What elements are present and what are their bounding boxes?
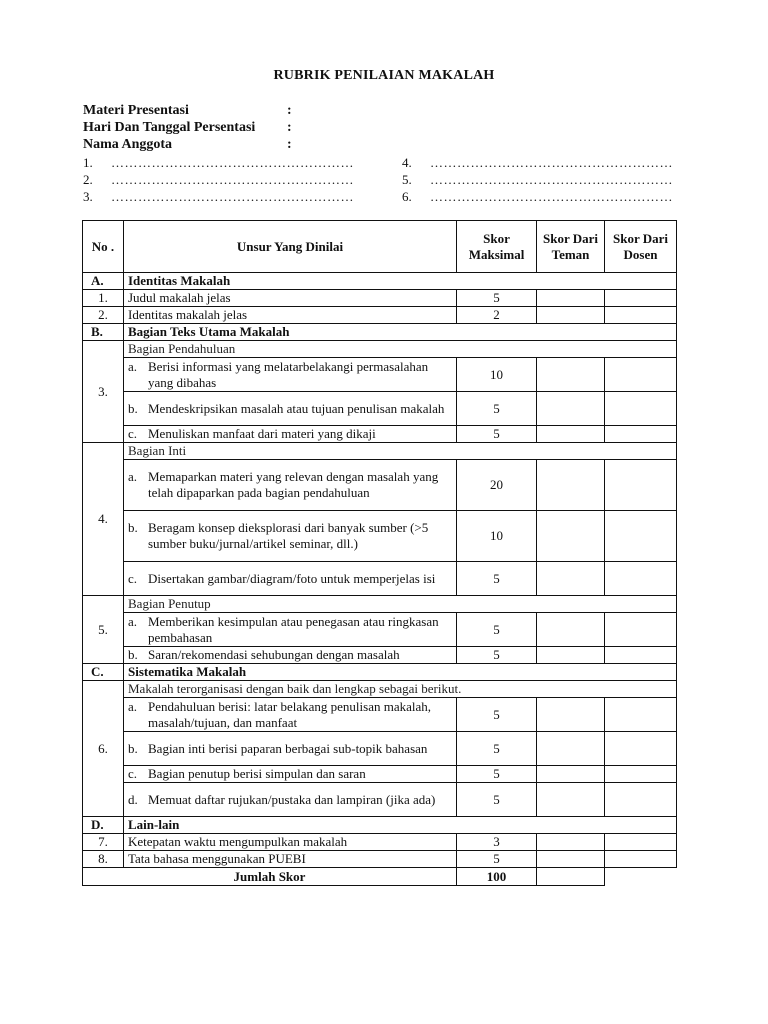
member-blank: ……………………………………………… [111,189,354,204]
item-text: Saran/rekomendasi sehubungan dengan masalah [148,647,400,662]
member-line-2 [83,171,354,189]
lecturer-score-cell[interactable] [605,358,677,392]
row-number: 6. [83,681,124,817]
max-score: 10 [457,511,537,562]
header-no: No . [83,221,124,273]
lecturer-score-cell[interactable] [605,307,677,324]
row-number: 5. [83,596,124,664]
peer-score-cell[interactable] [537,511,605,562]
item-text: Mendeskripsikan masalah atau tujuan penulisan makalah [148,400,445,416]
criteria-item [124,698,457,732]
item-letter: b. [128,520,138,535]
max-score: 5 [457,851,537,868]
meta-label: Hari Dan Tanggal Persentasi [83,120,256,135]
section-title: Lain-lain [124,817,677,834]
total-row [83,868,677,886]
section-row-d [83,817,677,834]
criteria-item [124,562,457,596]
item-letter: b. [128,400,138,416]
table-row [83,307,677,324]
criteria-text: Tata bahasa menggunakan PUEBI [124,851,457,868]
max-score: 5 [457,783,537,817]
member-blank: ……………………………………………… [430,189,673,204]
member-line-6 [402,188,673,206]
criteria-item [124,392,457,426]
header-skor-maksimal: Skor Maksimal [457,221,537,273]
row-number: 1. [83,290,124,307]
criteria-item [124,647,457,664]
lecturer-score-cell[interactable] [605,290,677,307]
table-row [83,732,677,766]
lecturer-score-cell[interactable] [605,783,677,817]
item-text: Bagian inti berisi paparan berbagai sub-topik bahasan [148,740,428,756]
member-blank: ……………………………………………… [111,155,354,170]
criteria-item [124,766,457,783]
max-score: 5 [457,698,537,732]
lecturer-score-cell[interactable] [605,698,677,732]
item-letter: b. [128,647,138,662]
member-blank: ……………………………………………… [430,172,673,187]
member-line-3 [83,188,354,206]
member-line-1 [83,154,354,172]
peer-score-cell[interactable] [537,358,605,392]
item-letter: a. [128,613,138,629]
lecturer-score-cell[interactable] [605,851,677,868]
item-text: Memuat daftar rujukan/pustaka dan lampiran (jika ada) [148,791,436,807]
max-score: 5 [457,392,537,426]
table-row [83,341,677,358]
section-label: D. [83,817,124,834]
max-score: 20 [457,460,537,511]
criteria-item [124,358,457,392]
table-row [83,681,677,698]
peer-score-cell[interactable] [537,460,605,511]
meta-nama-anggota [83,136,292,153]
lecturer-score-cell[interactable] [605,613,677,647]
item-text: Menuliskan manfaat dari materi yang dikaji [148,426,376,441]
peer-score-cell[interactable] [537,290,605,307]
lecturer-score-cell[interactable] [605,562,677,596]
row-number: 7. [83,834,124,851]
peer-score-cell[interactable] [537,783,605,817]
table-header-row [83,221,677,273]
criteria-item [124,783,457,817]
max-score: 5 [457,426,537,443]
section-title: Bagian Teks Utama Makalah [124,324,677,341]
subsection-heading: Makalah terorganisasi dengan baik dan lengkap sebagai berikut. [124,681,677,698]
peer-score-cell[interactable] [537,392,605,426]
item-text: Beragam konsep dieksplorasi dari banyak sumber (>5 sumber buku/jurnal/artikel seminar, dll.) [148,520,429,551]
row-number: 2. [83,307,124,324]
lecturer-score-cell[interactable] [605,766,677,783]
criteria-text: Identitas makalah jelas [124,307,457,324]
table-row [83,460,677,511]
member-blank: ……………………………………………… [430,155,673,170]
member-line-5 [402,171,673,189]
table-row [83,851,677,868]
max-score: 5 [457,732,537,766]
meta-colon: : [287,103,292,118]
item-letter: b. [128,740,138,756]
lecturer-score-cell[interactable] [605,392,677,426]
header-skor-teman: Skor Dari Teman [537,221,605,273]
total-score: 100 [457,868,537,886]
table-row [83,290,677,307]
meta-colon: : [287,120,292,135]
section-label: C. [83,664,124,681]
peer-score-cell[interactable] [537,766,605,783]
section-title: Sistematika Makalah [124,664,677,681]
meta-materi [83,102,292,119]
max-score: 5 [457,647,537,664]
item-text: Memberikan kesimpulan atau penegasan atau ringkasan pembahasan [148,613,439,645]
member-number: 5. [402,172,412,187]
max-score: 5 [457,613,537,647]
item-letter: a. [128,698,138,714]
max-score: 5 [457,290,537,307]
table-row [83,834,677,851]
meta-hari-tanggal [83,119,292,136]
section-title: Identitas Makalah [124,273,677,290]
member-number: 6. [402,189,412,204]
item-letter: a. [128,469,138,484]
lecturer-score-cell[interactable] [605,426,677,443]
table-row [83,766,677,783]
lecturer-score-cell[interactable] [605,834,677,851]
max-score: 5 [457,766,537,783]
lecturer-score-cell[interactable] [605,460,677,511]
item-letter: d. [128,791,138,807]
table-row [83,562,677,596]
max-score: 2 [457,307,537,324]
member-number: 1. [83,155,93,170]
criteria-text: Ketepatan waktu mengumpulkan makalah [124,834,457,851]
document-title: RUBRIK PENILAIAN MAKALAH [273,68,495,83]
item-letter: a. [128,358,138,374]
item-letter: c. [128,426,138,441]
rubric-table [82,220,677,886]
row-number: 8. [83,851,124,868]
row-number: 3. [83,341,124,443]
section-label: A. [83,273,124,290]
subsection-heading: Bagian Penutup [124,596,677,613]
table-row [83,358,677,392]
item-text: Pendahuluan berisi: latar belakang penulisan makalah, masalah/tujuan, dan manfaat [148,698,432,730]
lecturer-score-cell[interactable] [605,647,677,664]
table-row [83,783,677,817]
member-number: 3. [83,189,93,204]
table-row [83,698,677,732]
table-row [83,392,677,426]
item-text: Memaparkan materi yang relevan dengan masalah yang telah dipaparkan pada bagian pendahuluan [148,469,439,500]
row-number: 4. [83,443,124,596]
item-letter: c. [128,570,138,586]
table-row [83,613,677,647]
criteria-item [124,511,457,562]
member-blank: ……………………………………………… [111,172,354,187]
table-row [83,443,677,460]
subsection-heading: Bagian Pendahuluan [124,341,677,358]
total-lecturer-cell [605,868,677,886]
criteria-item [124,426,457,443]
header-unsur: Unsur Yang Dinilai [124,221,457,273]
member-number: 4. [402,155,412,170]
section-row-c [83,664,677,681]
item-text: Bagian penutup berisi simpulan dan saran [148,766,366,781]
meta-label: Nama Anggota [83,137,173,152]
table-row [83,426,677,443]
total-peer-cell[interactable] [537,868,605,886]
member-number: 2. [83,172,93,187]
peer-score-cell[interactable] [537,851,605,868]
peer-score-cell[interactable] [537,647,605,664]
member-line-4 [402,154,673,172]
section-row-b [83,324,677,341]
item-letter: c. [128,766,138,781]
peer-score-cell[interactable] [537,698,605,732]
item-text: Berisi informasi yang melatarbelakangi permasalahan yang dibahas [148,358,429,390]
criteria-item [124,460,457,511]
section-label: B. [83,324,124,341]
subsection-heading: Bagian Inti [124,443,677,460]
meta-block [83,102,292,153]
meta-label: Materi Presentasi [83,103,189,118]
peer-score-cell[interactable] [537,732,605,766]
criteria-item [124,613,457,647]
table-row [83,647,677,664]
max-score: 10 [457,358,537,392]
lecturer-score-cell[interactable] [605,732,677,766]
peer-score-cell[interactable] [537,562,605,596]
lecturer-score-cell[interactable] [605,511,677,562]
meta-colon: : [287,137,292,152]
max-score: 3 [457,834,537,851]
peer-score-cell[interactable] [537,834,605,851]
criteria-item [124,732,457,766]
peer-score-cell[interactable] [537,426,605,443]
peer-score-cell[interactable] [537,307,605,324]
total-label: Jumlah Skor [83,868,457,886]
section-row-a [83,273,677,290]
criteria-text: Judul makalah jelas [124,290,457,307]
table-row [83,596,677,613]
peer-score-cell[interactable] [537,613,605,647]
table-row [83,511,677,562]
max-score: 5 [457,562,537,596]
header-skor-dosen: Skor Dari Dosen [605,221,677,273]
item-text: Disertakan gambar/diagram/foto untuk memperjelas isi [148,570,436,586]
